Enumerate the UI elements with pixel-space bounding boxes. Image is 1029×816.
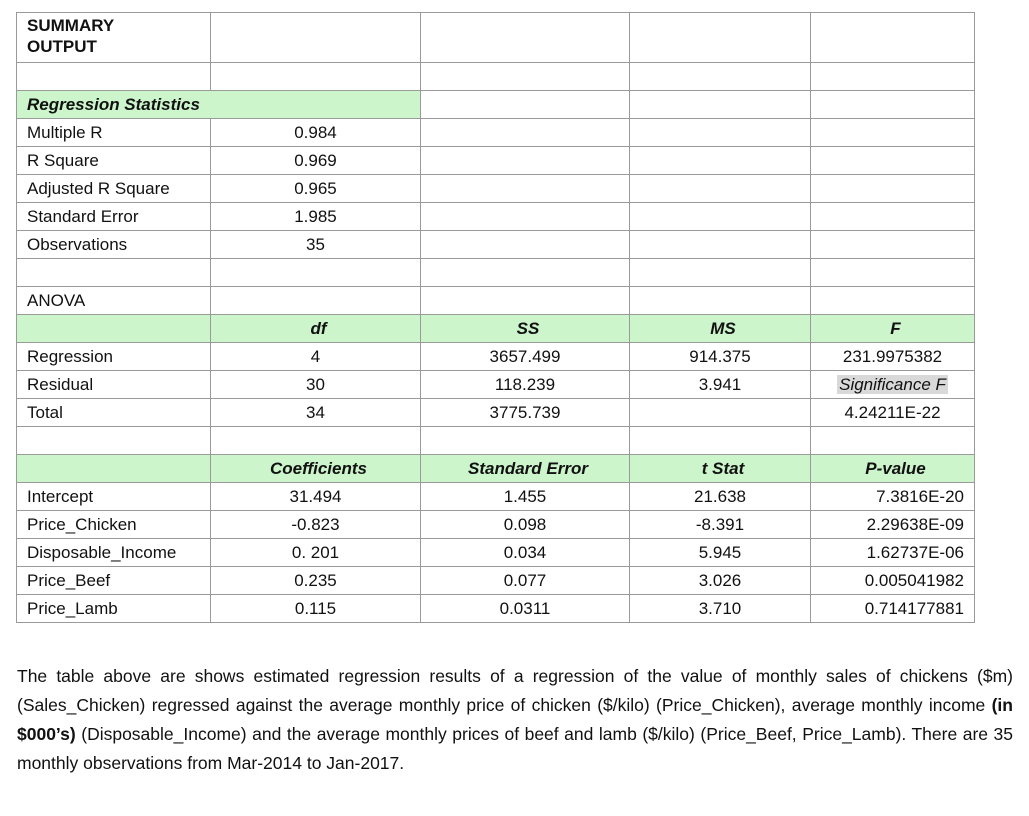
table-row — [17, 119, 975, 147]
coef-t: 3.026 — [630, 567, 811, 595]
table-row — [17, 539, 975, 567]
description-paragraph: The table above are shows estimated regression results of a regression of the value of monthly sales of chickens ($m) (Sales_Chicken) regressed against the average monthly price of chicken ($/kilo) (Price_Chicken), average monthly income (in $000’s) (Disposable_Income) and the average monthly prices of beef and lamb ($/kilo) (Price_Beef, Price_Lamb). There are 35 monthly observations from Mar-2014 to Jan-2017. — [17, 666, 1013, 773]
stat-label: Adjusted R Square — [17, 175, 211, 203]
anova-header-f: F — [811, 315, 975, 343]
anova-row-label: Residual — [17, 371, 211, 399]
table-row — [17, 231, 975, 259]
anova-ms: 914.375 — [630, 343, 811, 371]
table-row — [17, 371, 975, 399]
coef-t: -8.391 — [630, 511, 811, 539]
anova-header-df: df — [211, 315, 421, 343]
coef-p: 7.3816E-20 — [811, 483, 975, 511]
coef-t: 5.945 — [630, 539, 811, 567]
anova-row-label: Regression — [17, 343, 211, 371]
coef-value: 0.115 — [211, 595, 421, 623]
table-row — [17, 511, 975, 539]
coef-se: 1.455 — [421, 483, 630, 511]
coef-value: 31.494 — [211, 483, 421, 511]
coef-header-p-value: P-value — [811, 455, 975, 483]
coef-row-label: Price_Lamb — [17, 595, 211, 623]
coef-p: 0.005041982 — [811, 567, 975, 595]
anova-ss: 3657.499 — [421, 343, 630, 371]
coef-header-t-stat: t Stat — [630, 455, 811, 483]
anova-df: 30 — [211, 371, 421, 399]
stat-value: 0.969 — [211, 147, 421, 175]
coef-p: 0.714177881 — [811, 595, 975, 623]
coef-t: 21.638 — [630, 483, 811, 511]
coef-header-coefficients: Coefficients — [211, 455, 421, 483]
coef-se: 0.0311 — [421, 595, 630, 623]
coef-se: 0.098 — [421, 511, 630, 539]
stat-label: Multiple R — [17, 119, 211, 147]
regression-statistics-header: Regression Statistics — [17, 91, 421, 119]
coef-value: -0.823 — [211, 511, 421, 539]
anova-title: ANOVA — [17, 287, 211, 315]
anova-df: 4 — [211, 343, 421, 371]
anova-f: 231.9975382 — [811, 343, 975, 371]
stat-value: 0.984 — [211, 119, 421, 147]
stat-value: 0.965 — [211, 175, 421, 203]
stat-value: 35 — [211, 231, 421, 259]
anova-ms — [630, 399, 811, 427]
coef-t: 3.710 — [630, 595, 811, 623]
anova-header-ms: MS — [630, 315, 811, 343]
stat-label: Observations — [17, 231, 211, 259]
table-row — [17, 203, 975, 231]
coef-row-label: Price_Chicken — [17, 511, 211, 539]
coef-row-label: Price_Beef — [17, 567, 211, 595]
coef-se: 0.077 — [421, 567, 630, 595]
coef-value: 0. 201 — [211, 539, 421, 567]
significance-f-label: Significance F — [811, 371, 975, 399]
coef-p: 2.29638E-09 — [811, 511, 975, 539]
table-row — [17, 595, 975, 623]
coef-row-label: Disposable_Income — [17, 539, 211, 567]
table-row — [17, 483, 975, 511]
coef-p: 1.62737E-06 — [811, 539, 975, 567]
coef-value: 0.235 — [211, 567, 421, 595]
table-row — [17, 343, 975, 371]
coef-row-label: Intercept — [17, 483, 211, 511]
stat-value: 1.985 — [211, 203, 421, 231]
significance-f-value: 4.24211E-22 — [811, 399, 975, 427]
anova-ms: 3.941 — [630, 371, 811, 399]
table-row — [17, 147, 975, 175]
summary-title: SUMMARY OUTPUT — [17, 13, 211, 63]
coef-se: 0.034 — [421, 539, 630, 567]
coef-header-standard-error: Standard Error — [421, 455, 630, 483]
stat-label: Standard Error — [17, 203, 211, 231]
table-row — [17, 567, 975, 595]
anova-ss: 3775.739 — [421, 399, 630, 427]
anova-df: 34 — [211, 399, 421, 427]
table-row — [17, 175, 975, 203]
anova-header-ss: SS — [421, 315, 630, 343]
summary-output-table — [16, 12, 975, 623]
stat-label: R Square — [17, 147, 211, 175]
table-row — [17, 399, 975, 427]
anova-row-label: Total — [17, 399, 211, 427]
anova-ss: 118.239 — [421, 371, 630, 399]
